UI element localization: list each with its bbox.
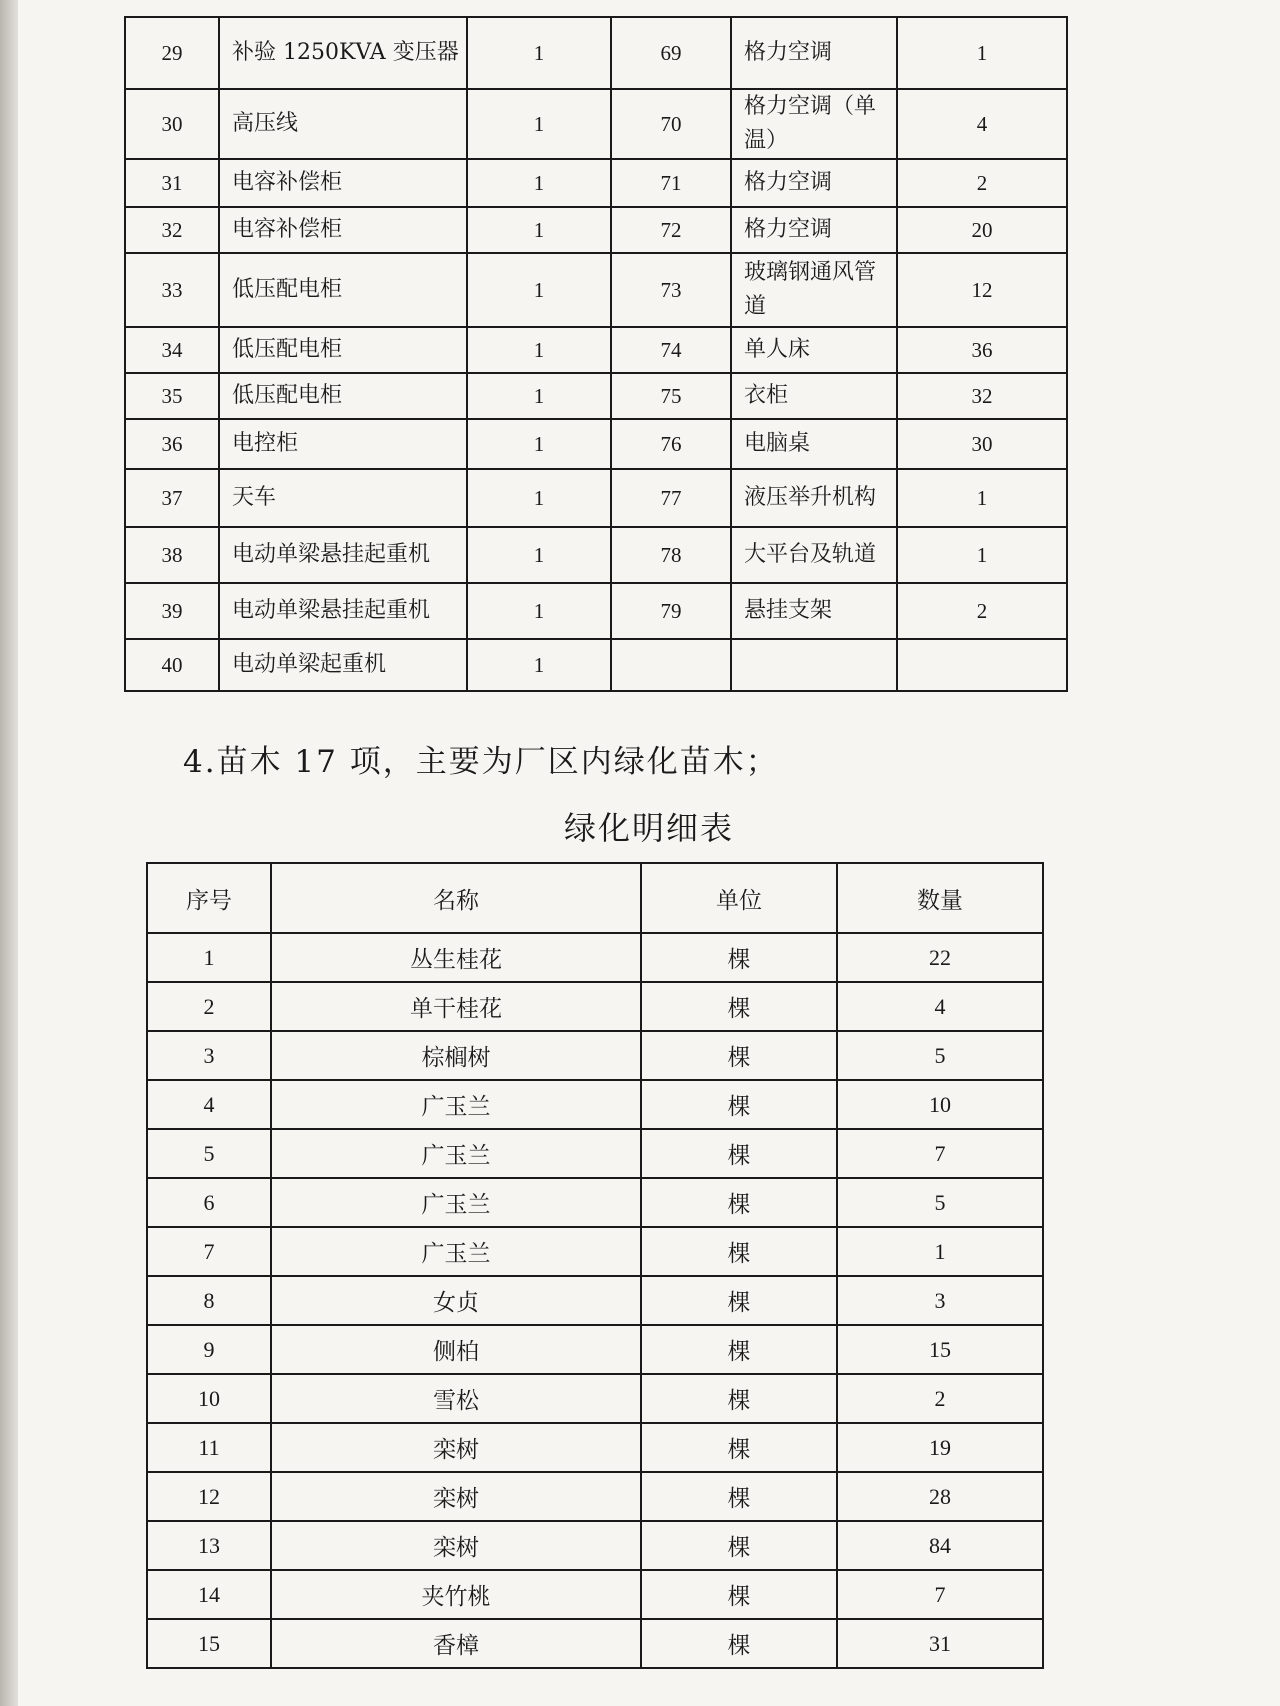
cell-name: 栾树 bbox=[271, 1472, 641, 1521]
cell-unit: 棵 bbox=[641, 982, 837, 1031]
cell-qty-right: 32 bbox=[897, 373, 1067, 419]
cell-qty-right: 2 bbox=[897, 159, 1067, 207]
cell-no-left: 31 bbox=[125, 159, 219, 207]
cell-no-right: 71 bbox=[611, 159, 731, 207]
cell-name-left: 电动单梁悬挂起重机 bbox=[219, 527, 467, 583]
cell-name-right: 大平台及轨道 bbox=[731, 527, 897, 583]
cell-name-left: 补验 1250KVA 变压器 bbox=[219, 17, 467, 89]
cell-name: 栾树 bbox=[271, 1423, 641, 1472]
cell-name-right: 格力空调（单温） bbox=[731, 89, 897, 159]
cell-qty-right: 1 bbox=[897, 527, 1067, 583]
cell-no-left: 39 bbox=[125, 583, 219, 639]
cell-no-right: 70 bbox=[611, 89, 731, 159]
cell-no: 11 bbox=[147, 1423, 271, 1472]
cell-name-left: 低压配电柜 bbox=[219, 373, 467, 419]
cell-no-right: 76 bbox=[611, 419, 731, 469]
cell-name: 女贞 bbox=[271, 1276, 641, 1325]
cell-no-left: 29 bbox=[125, 17, 219, 89]
cell-name-left: 电动单梁悬挂起重机 bbox=[219, 583, 467, 639]
cell-no-left: 38 bbox=[125, 527, 219, 583]
cell-unit: 棵 bbox=[641, 1080, 837, 1129]
cell-no-right: 74 bbox=[611, 327, 731, 373]
cell-no: 5 bbox=[147, 1129, 271, 1178]
cell-qty-left: 1 bbox=[467, 373, 611, 419]
cell-name-left: 低压配电柜 bbox=[219, 327, 467, 373]
cell-name: 广玉兰 bbox=[271, 1178, 641, 1227]
cell-unit: 棵 bbox=[641, 1031, 837, 1080]
table-row bbox=[125, 17, 1067, 89]
table-row bbox=[147, 1374, 1043, 1423]
cell-no: 2 bbox=[147, 982, 271, 1031]
cell-name: 香樟 bbox=[271, 1619, 641, 1668]
cell-qty-left: 1 bbox=[467, 89, 611, 159]
cell-qty: 22 bbox=[837, 933, 1043, 982]
cell-name: 广玉兰 bbox=[271, 1080, 641, 1129]
table-row bbox=[125, 469, 1067, 527]
cell-name-left: 高压线 bbox=[219, 89, 467, 159]
cell-no-right: 75 bbox=[611, 373, 731, 419]
equipment-table-body bbox=[125, 17, 1067, 691]
cell-unit: 棵 bbox=[641, 1423, 837, 1472]
cell-unit: 棵 bbox=[641, 1178, 837, 1227]
cell-no: 13 bbox=[147, 1521, 271, 1570]
cell-unit: 棵 bbox=[641, 1472, 837, 1521]
cell-qty-right: 1 bbox=[897, 17, 1067, 89]
cell-no-left: 30 bbox=[125, 89, 219, 159]
cell-name-right: 液压举升机构 bbox=[731, 469, 897, 527]
table-row bbox=[147, 1080, 1043, 1129]
cell-no-left: 35 bbox=[125, 373, 219, 419]
cell-no-left: 34 bbox=[125, 327, 219, 373]
table-row bbox=[125, 419, 1067, 469]
cell-unit: 棵 bbox=[641, 1227, 837, 1276]
table-row bbox=[125, 159, 1067, 207]
cell-no: 12 bbox=[147, 1472, 271, 1521]
cell-no: 1 bbox=[147, 933, 271, 982]
cell-qty: 7 bbox=[837, 1570, 1043, 1619]
cell-name: 广玉兰 bbox=[271, 1227, 641, 1276]
cell-unit: 棵 bbox=[641, 1521, 837, 1570]
cell-name-right: 衣柜 bbox=[731, 373, 897, 419]
table-row bbox=[147, 1521, 1043, 1570]
cell-no: 4 bbox=[147, 1080, 271, 1129]
cell-no-right: 79 bbox=[611, 583, 731, 639]
cell-qty-left: 1 bbox=[467, 327, 611, 373]
cell-qty-left: 1 bbox=[467, 419, 611, 469]
greening-table-title: 绿化明细表 bbox=[563, 809, 734, 847]
cell-no-left: 40 bbox=[125, 639, 219, 691]
cell-no-right: 69 bbox=[611, 17, 731, 89]
cell-qty-left: 1 bbox=[467, 159, 611, 207]
table-row bbox=[125, 207, 1067, 253]
cell-name-right: 悬挂支架 bbox=[731, 583, 897, 639]
cell-no-left: 36 bbox=[125, 419, 219, 469]
greening-table-body bbox=[147, 933, 1043, 1668]
cell-name-left: 电容补偿柜 bbox=[219, 207, 467, 253]
greening-table bbox=[146, 862, 1044, 1669]
cell-qty: 3 bbox=[837, 1276, 1043, 1325]
table-row bbox=[147, 1423, 1043, 1472]
cell-name-left: 低压配电柜 bbox=[219, 253, 467, 327]
cell-qty-right: 20 bbox=[897, 207, 1067, 253]
cell-qty-left: 1 bbox=[467, 469, 611, 527]
cell-qty-left: 1 bbox=[467, 639, 611, 691]
cell-name: 侧柏 bbox=[271, 1325, 641, 1374]
cell-no: 14 bbox=[147, 1570, 271, 1619]
cell-no: 7 bbox=[147, 1227, 271, 1276]
cell-name-right: 玻璃钢通风管道 bbox=[731, 253, 897, 327]
header-no: 序号 bbox=[147, 863, 271, 933]
table-row bbox=[147, 1325, 1043, 1374]
cell-name-right bbox=[731, 639, 897, 691]
cell-no: 6 bbox=[147, 1178, 271, 1227]
cell-qty: 19 bbox=[837, 1423, 1043, 1472]
cell-qty: 4 bbox=[837, 982, 1043, 1031]
cell-qty: 31 bbox=[837, 1619, 1043, 1668]
cell-qty-right: 4 bbox=[897, 89, 1067, 159]
table-row bbox=[147, 1570, 1043, 1619]
cell-name: 雪松 bbox=[271, 1374, 641, 1423]
table-row bbox=[125, 89, 1067, 159]
cell-qty-right: 30 bbox=[897, 419, 1067, 469]
table-row bbox=[147, 1619, 1043, 1668]
cell-name-left: 电控柜 bbox=[219, 419, 467, 469]
cell-qty-right: 36 bbox=[897, 327, 1067, 373]
cell-qty: 7 bbox=[837, 1129, 1043, 1178]
cell-unit: 棵 bbox=[641, 1374, 837, 1423]
page-binding-edge bbox=[0, 0, 18, 1706]
section-heading: 4.苗木 17 项，主要为厂区内绿化苗木； bbox=[183, 744, 779, 780]
cell-no-right: 73 bbox=[611, 253, 731, 327]
cell-qty: 1 bbox=[837, 1227, 1043, 1276]
cell-unit: 棵 bbox=[641, 1570, 837, 1619]
cell-no-left: 33 bbox=[125, 253, 219, 327]
table-row bbox=[147, 1227, 1043, 1276]
table-row bbox=[147, 982, 1043, 1031]
cell-name-left: 天车 bbox=[219, 469, 467, 527]
cell-unit: 棵 bbox=[641, 933, 837, 982]
cell-qty-left: 1 bbox=[467, 253, 611, 327]
cell-name-left: 电动单梁起重机 bbox=[219, 639, 467, 691]
cell-name: 棕榈树 bbox=[271, 1031, 641, 1080]
cell-qty-left: 1 bbox=[467, 527, 611, 583]
cell-name: 栾树 bbox=[271, 1521, 641, 1570]
header-qty: 数量 bbox=[837, 863, 1043, 933]
table-row bbox=[125, 639, 1067, 691]
table-row bbox=[125, 583, 1067, 639]
table-row bbox=[125, 327, 1067, 373]
cell-qty: 5 bbox=[837, 1031, 1043, 1080]
cell-unit: 棵 bbox=[641, 1129, 837, 1178]
table-row bbox=[125, 527, 1067, 583]
table-row bbox=[147, 933, 1043, 982]
cell-qty-left: 1 bbox=[467, 17, 611, 89]
header-unit: 单位 bbox=[641, 863, 837, 933]
cell-name-left: 电容补偿柜 bbox=[219, 159, 467, 207]
document-page bbox=[18, 0, 1280, 1706]
cell-qty-right: 2 bbox=[897, 583, 1067, 639]
cell-no: 10 bbox=[147, 1374, 271, 1423]
cell-no-left: 32 bbox=[125, 207, 219, 253]
cell-name-right: 电脑桌 bbox=[731, 419, 897, 469]
table-row bbox=[147, 1031, 1043, 1080]
cell-no-right: 78 bbox=[611, 527, 731, 583]
cell-name: 丛生桂花 bbox=[271, 933, 641, 982]
cell-qty-right: 12 bbox=[897, 253, 1067, 327]
cell-qty-right bbox=[897, 639, 1067, 691]
cell-no: 15 bbox=[147, 1619, 271, 1668]
cell-unit: 棵 bbox=[641, 1325, 837, 1374]
cell-qty-right: 1 bbox=[897, 469, 1067, 527]
cell-qty-left: 1 bbox=[467, 583, 611, 639]
cell-no-right: 77 bbox=[611, 469, 731, 527]
cell-name: 单干桂花 bbox=[271, 982, 641, 1031]
cell-qty: 28 bbox=[837, 1472, 1043, 1521]
cell-qty: 5 bbox=[837, 1178, 1043, 1227]
cell-name-right: 格力空调 bbox=[731, 207, 897, 253]
cell-name: 广玉兰 bbox=[271, 1129, 641, 1178]
cell-name-right: 格力空调 bbox=[731, 17, 897, 89]
cell-no-right: 72 bbox=[611, 207, 731, 253]
cell-qty: 84 bbox=[837, 1521, 1043, 1570]
cell-no: 9 bbox=[147, 1325, 271, 1374]
table-row bbox=[125, 253, 1067, 327]
cell-name-right: 格力空调 bbox=[731, 159, 897, 207]
cell-no: 3 bbox=[147, 1031, 271, 1080]
cell-name: 夹竹桃 bbox=[271, 1570, 641, 1619]
cell-qty-left: 1 bbox=[467, 207, 611, 253]
cell-unit: 棵 bbox=[641, 1276, 837, 1325]
greening-header-row bbox=[147, 863, 1043, 933]
table-row bbox=[147, 1472, 1043, 1521]
cell-no: 8 bbox=[147, 1276, 271, 1325]
cell-unit: 棵 bbox=[641, 1619, 837, 1668]
table-row bbox=[147, 1129, 1043, 1178]
cell-qty: 2 bbox=[837, 1374, 1043, 1423]
cell-qty: 15 bbox=[837, 1325, 1043, 1374]
cell-no-left: 37 bbox=[125, 469, 219, 527]
cell-qty: 10 bbox=[837, 1080, 1043, 1129]
table-row bbox=[147, 1276, 1043, 1325]
table-row bbox=[147, 1178, 1043, 1227]
cell-name-right: 单人床 bbox=[731, 327, 897, 373]
table-row bbox=[125, 373, 1067, 419]
header-name: 名称 bbox=[271, 863, 641, 933]
equipment-table bbox=[124, 16, 1068, 692]
cell-no-right bbox=[611, 639, 731, 691]
